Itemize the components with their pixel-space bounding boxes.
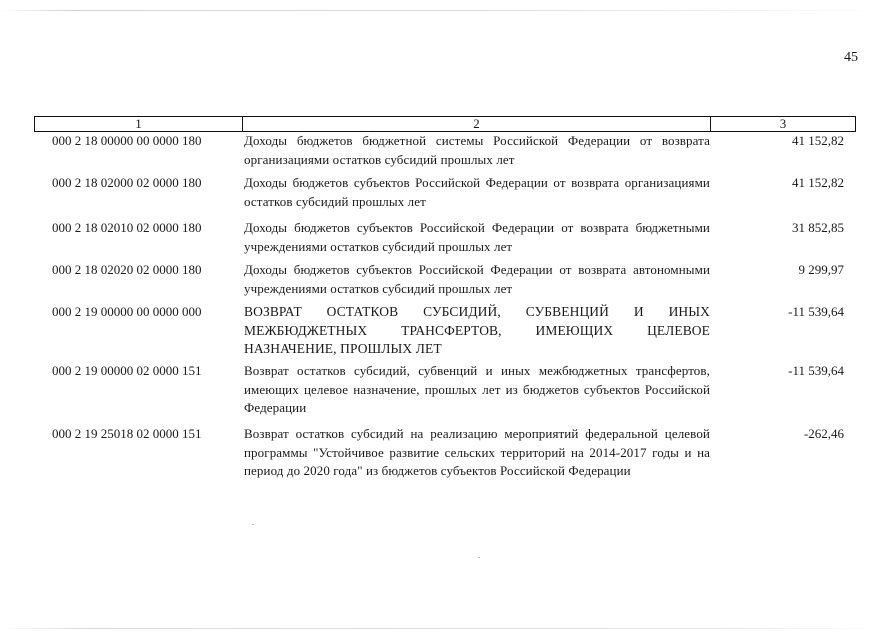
row-description: Доходы бюджетов бюджетной системы Российской Федерации от возврата организациями остатков субсидий прошлых лет — [244, 133, 710, 167]
budget-code: 000 2 18 00000 00 0000 180 — [52, 133, 202, 148]
row-amount: 31 852,85 — [792, 220, 844, 235]
page-number: 45 — [844, 50, 858, 65]
row-description: ВОЗВРАТ ОСТАТКОВ СУБСИДИЙ, СУБВЕНЦИЙ И ИНЫХ МЕЖБЮДЖЕТНЫХ ТРАНСФЕРТОВ, ИМЕЮЩИХ ЦЕЛЕВОЕ НАЗНАЧЕНИЕ, ПРОШЛЫХ ЛЕТ — [244, 304, 710, 356]
row-description: Возврат остатков субсидий на реализацию мероприятий федеральной целевой программы "Устойчивое развитие сельских территорий на 2014-2017 годы и на период до 2020 года" из бюджетов субъектов Российской Федерации — [244, 426, 710, 478]
budget-code: 000 2 18 02010 02 0000 180 — [52, 220, 202, 235]
budget-code: 000 2 19 25018 02 0000 151 — [52, 426, 202, 441]
header-col-1: 1 — [35, 117, 243, 131]
row-amount: -11 539,64 — [788, 363, 844, 378]
budget-code: 000 2 19 00000 02 0000 151 — [52, 363, 202, 378]
row-description: Возврат остатков субсидий, субвенций и иных межбюджетных трансфертов, имеющих целевое назначение, прошлых лет из бюджетов субъектов Российской Федерации — [244, 363, 710, 415]
row-description: Доходы бюджетов субъектов Российской Федерации от возврата бюджетными учреждениями остатков субсидий прошлых лет — [244, 220, 710, 254]
scan-edge-top — [0, 10, 888, 11]
budget-code: 000 2 18 02000 02 0000 180 — [52, 175, 202, 190]
row-description: Доходы бюджетов субъектов Российской Федерации от возврата автономными учреждениями остатков субсидий прошлых лет — [244, 262, 710, 296]
header-col-3: 3 — [779, 116, 787, 131]
row-amount: -262,46 — [803, 426, 844, 441]
scan-edge-bottom — [0, 628, 888, 629]
budget-code: 000 2 18 02020 02 0000 180 — [52, 262, 202, 277]
scan-speck — [478, 557, 480, 558]
header-col-2: 2 — [243, 117, 711, 131]
budget-code: 000 2 19 00000 00 0000 000 — [52, 304, 202, 319]
row-amount: 41 152,82 — [792, 133, 844, 148]
row-amount: 41 152,82 — [792, 175, 844, 190]
row-amount: 9 299,97 — [798, 262, 844, 277]
table-header — [34, 116, 856, 132]
row-amount: -11 539,64 — [788, 304, 844, 319]
row-description: Доходы бюджетов субъектов Российской Федерации от возврата организациями остатков субсидий прошлых лет — [244, 175, 710, 209]
scan-speck — [252, 524, 254, 525]
